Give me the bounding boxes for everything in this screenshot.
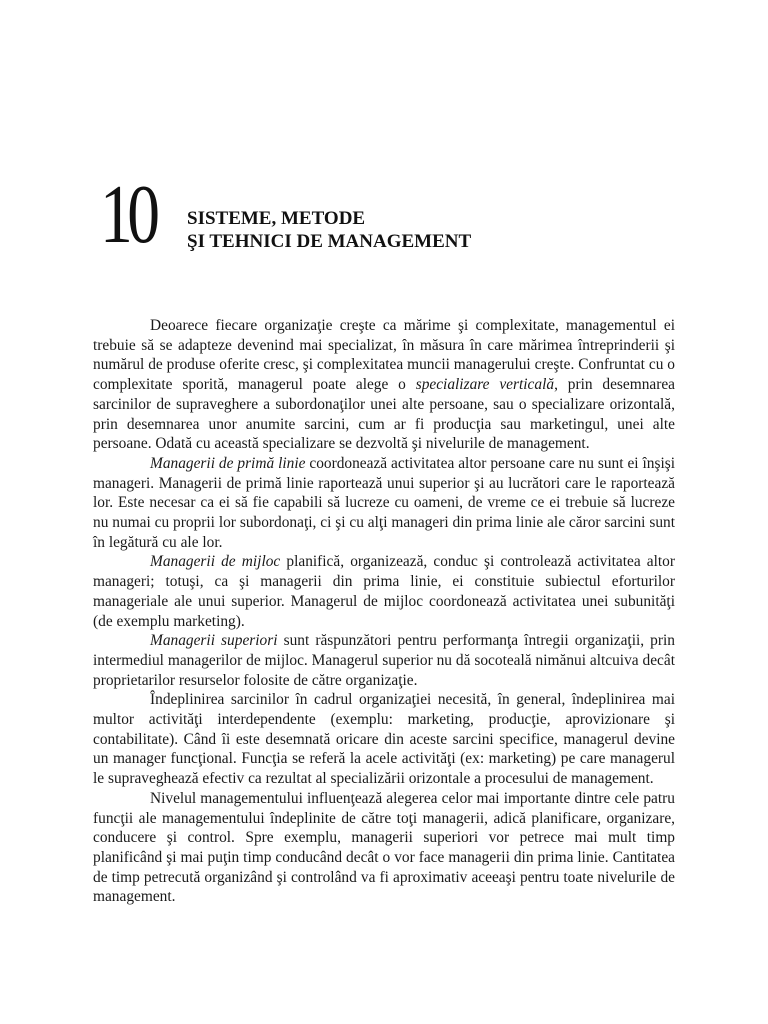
paragraph-first-line-managers: Managerii de primă linie coordonează activitatea altor persoane care nu sunt ei înşişi manageri. Managerii de primă linie raportează unui superior şi au lucrători care le raportează lor. Este necesar ca ei să fie capabili să lucreze cu oameni, de vreme ce ei trebuie să lucreze nu numai cu proprii lor subordonaţi, ci şi cu alţi manageri din prima linie ale căror sarcini sunt în legătură cu ale lor.: [93, 454, 676, 551]
paragraph-middle-managers: Managerii de mijloc planifică, organizează, conduc şi controlează activitatea altor manageri; totuşi, ca şi managerii din prima linie, ei constituie subiectul eforturilor manageriale ale unui superior. Managerul de mijloc coordonează activitatea unei subunităţi (de exemplu marketing).: [93, 553, 675, 630]
italic-term: Managerii superiori: [150, 632, 278, 650]
italic-term: Managerii de primă linie: [150, 454, 306, 472]
paragraph-intro: Deoarece fiecare organizaţie creşte ca mărime şi complexitate, managementul ei trebuie să se adapteze devenind mai specializat, în măsura în care mărimea întreprinderii şi numărul de produse oferite cresc, şi complexitatea muncii managerului creşte. Confruntat cu o complexitate sporită, managerul poate alege o specializare verticală, prin desemnarea sarcinilor de supraveghere a subordonaţilor unei alte persoane, sau o specializare orizontală, prin desemnarea unor anumite sarcini, cum ar fi producţia sau marketingul, unei alte persoane. Odată cu această specializare se dezvoltă şi nivelurile de management.: [93, 317, 676, 453]
paragraph-top-managers: Managerii superiori sunt răspunzători pentru performanţa întregii organizaţii, prin intermediul managerilor de mijloc. Managerul superior nu dă socoteală nimănui altcuiva decât proprietarilor resurselor folosite de către organizaţie.: [93, 632, 675, 689]
paragraph-management-levels: Nivelul managementului influenţează alegerea celor mai importante dintre cele patru funcţii ale managementului îndeplinite de către toţi managerii, adică planificare, organizare, conducere şi control. Spre exemplu, managerii superiori vor petrece mai mult timp planificând şi mai puţin timp conducând decât o vor face managerii din prima linie. Cantitatea de timp petrecută organizând şi controlând va fi aproximativ aceeaşi pentru toate nivelurile de management.: [93, 789, 675, 906]
chapter-title: [187, 207, 471, 253]
italic-term: specializare verticală: [415, 376, 555, 394]
chapter-number: 10: [100, 168, 155, 261]
body-text: [93, 316, 675, 907]
paragraph-functional-managers: Îndeplinirea sarcinilor în cadrul organizaţiei necesită, în general, îndeplinirea mai multor activităţi interdependente (exemplu: marketing, producţie, aprovizionare şi contabilitate). Când îi este desemnată oricare din aceste sarcini specifice, managerul devine un manager funcţional. Funcţia se referă la acele activităţi (ex: marketing) pe care managerul le supraveghează efectiv ca rezultat al specializării orizontale a procesului de management.: [93, 691, 675, 788]
italic-term: Managerii de mijloc: [150, 553, 281, 571]
chapter-title-line-2: ŞI TEHNICI DE MANAGEMENT: [187, 231, 472, 252]
chapter-title-line-1: SISTEME, METODE: [187, 208, 366, 229]
